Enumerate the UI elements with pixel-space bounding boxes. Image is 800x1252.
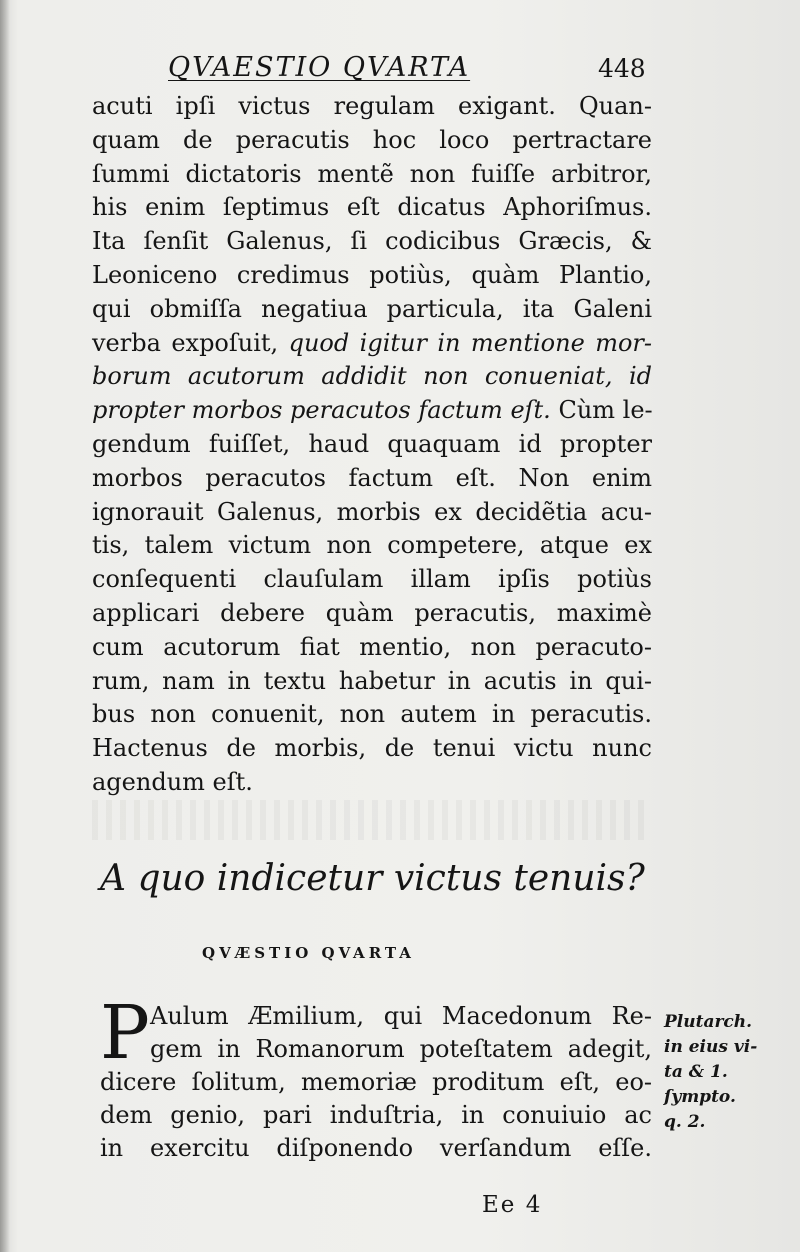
text-line: dicere ſolitum, memoriæ proditum eſt, eo- bbox=[100, 1068, 652, 1096]
italic-quote: quod igitur in mentione mor- bbox=[288, 328, 652, 357]
text-line: agendum eſt. bbox=[92, 767, 253, 796]
text-line: cum acutorum fiat mentio, non peracuto- bbox=[92, 632, 652, 661]
page-number: 448 bbox=[598, 54, 646, 83]
text-line: morbos peracutos factum eſt. Non enim bbox=[92, 463, 652, 492]
body-text bbox=[92, 90, 652, 800]
text-line: gendum fuiſſet, haud quaquam id propter bbox=[92, 429, 652, 458]
text-line: tis, talem victum non competere, atque ex bbox=[92, 531, 652, 560]
margin-note-line: Plutarch. bbox=[664, 1012, 753, 1032]
show-through-texture bbox=[92, 800, 652, 840]
italic-quote: propter morbos peracutos factum eſt. bbox=[92, 396, 551, 425]
text-line: Ita ſenſit Galenus, ſi codicibus Græcis, & bbox=[92, 227, 652, 256]
text-line: Aulum Æmilium, qui Macedonum Re- bbox=[150, 1002, 652, 1030]
text-line: ſummi dictatoris mentẽ non fuiſſe arbitror, bbox=[92, 159, 652, 188]
margin-note-line: q. 2. bbox=[664, 1112, 706, 1132]
text-line: qui obmiſſa negatiua particula, ita Galeni bbox=[92, 294, 652, 323]
text-line: his enim ſeptimus eſt dicatus Aphoriſmus. bbox=[92, 193, 652, 222]
text-line: applicari debere quàm peracutis, maximè bbox=[92, 598, 652, 627]
margin-note-line: ta & 1. bbox=[664, 1062, 728, 1082]
text-line: Leoniceno credimus potiùs, quàm Plantio, bbox=[92, 260, 652, 289]
text-line: borum acutorum addidit non conueniat, id bbox=[92, 362, 652, 391]
margin-note bbox=[664, 1010, 774, 1135]
text-line: ignorauit Galenus, morbis ex decidẽtia acu- bbox=[92, 497, 652, 526]
text-line: conſequenti clauſulam illam ipſis potiùs bbox=[92, 565, 652, 594]
text-line: rum, nam in textu habetur in acutis in qui- bbox=[92, 666, 652, 695]
text-line: dem genio, pari induſtria, in conuiuio ac bbox=[100, 1101, 652, 1129]
running-head bbox=[168, 52, 668, 92]
text-line: acuti ipſi victus regulam exigant. Quan- bbox=[92, 92, 652, 120]
margin-note-line: ſympto. bbox=[664, 1087, 736, 1107]
text-line: in exercitu diſponendo verſandum eſſe. bbox=[100, 1134, 652, 1162]
section-heading: A quo indicetur victus tenuis? bbox=[100, 858, 645, 899]
text-fragment: verba expoſuit, bbox=[92, 328, 279, 357]
text-line: bus non conuenit, non autem in peracutis. bbox=[92, 700, 652, 729]
text-fragment: Cùm le- bbox=[558, 396, 653, 425]
section-subheading: QVÆSTIO QVARTA bbox=[202, 944, 415, 962]
text-line: Hactenus de morbis, de tenui victu nunc bbox=[92, 734, 652, 763]
text-line bbox=[92, 394, 652, 428]
margin-note-line: in eius vi- bbox=[664, 1037, 758, 1057]
text-line: quam de peracutis hoc loco pertractare bbox=[92, 125, 652, 154]
running-head-title: QVAESTIO QVARTA bbox=[168, 52, 471, 83]
signature-mark: Ee 4 bbox=[482, 1192, 543, 1218]
text-line: gem in Romanorum poteſtatem adegit, bbox=[150, 1035, 652, 1063]
opening-paragraph bbox=[100, 990, 652, 1165]
text-line bbox=[92, 327, 652, 361]
drop-cap: P bbox=[100, 990, 150, 1076]
spine-shadow bbox=[0, 0, 10, 1252]
